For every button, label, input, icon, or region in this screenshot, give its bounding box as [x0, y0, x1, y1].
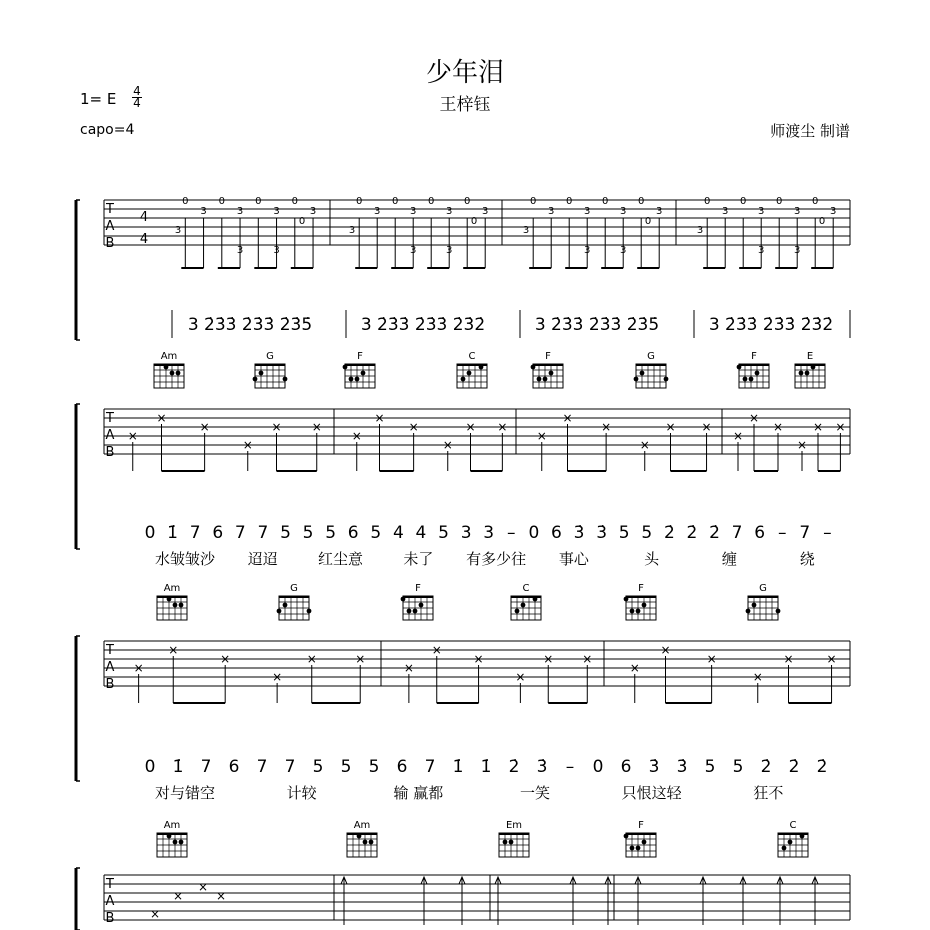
jianpu-note: 6 — [396, 757, 408, 777]
chord-name: F — [545, 351, 551, 362]
chord-finger-dot — [407, 609, 412, 614]
tab-mute-mark: × — [665, 420, 676, 434]
tab-mute-mark: × — [660, 643, 671, 657]
chord-finger-dot — [164, 365, 169, 370]
chord-name: C — [522, 583, 530, 594]
lyric-text: 只恨这轻 — [621, 784, 682, 802]
jianpu-note: 4 — [392, 523, 404, 543]
tab-fret-number: 3 — [758, 245, 765, 256]
tab-mute-mark: × — [783, 652, 794, 666]
chord-finger-dot — [746, 609, 751, 614]
jianpu-note: 4 — [415, 523, 427, 543]
chord-finger-dot — [755, 371, 760, 376]
lyric-text: 缠 — [721, 550, 737, 568]
time-signature-top: 4 — [133, 84, 141, 98]
tab-mute-mark: × — [306, 652, 317, 666]
tab-fret-number: 3 — [273, 245, 280, 256]
tab-fret-number: 3 — [548, 206, 555, 217]
jianpu-note: 2̇ — [788, 757, 800, 777]
tab-mute-mark: × — [706, 652, 717, 666]
chord-finger-dot — [811, 365, 816, 370]
tab-fret-number: 3 — [446, 206, 453, 217]
chord-finger-dot — [800, 834, 805, 839]
chord-finger-dot — [349, 377, 354, 382]
chord-finger-dot — [343, 365, 348, 370]
chord-finger-dot — [640, 371, 645, 376]
jianpu-note: 7 — [256, 757, 268, 777]
tab-mute-mark: × — [168, 643, 179, 657]
jianpu-note: 3 — [483, 523, 495, 543]
tab-mute-mark: × — [408, 420, 419, 434]
chord-finger-dot — [361, 371, 366, 376]
tab-mute-mark: × — [220, 652, 231, 666]
tab-fret-number: 3 — [174, 225, 182, 236]
chord-finger-dot — [799, 371, 804, 376]
chord-name: F — [638, 583, 644, 594]
tab-mute-mark: × — [403, 661, 414, 675]
tab-fret-number: 3 — [446, 245, 453, 256]
tab-mute-mark: × — [629, 661, 640, 675]
jianpu-note: 1̇ — [167, 523, 178, 543]
tab-mute-mark: × — [127, 429, 138, 443]
tab-mute-mark: × — [465, 420, 476, 434]
jianpu-note: 7 — [200, 757, 212, 777]
chord-finger-dot — [543, 377, 548, 382]
tab-fret-number: 3 — [273, 206, 280, 217]
tab-fret-number: 0 — [740, 196, 747, 207]
jianpu-note: 3̇ — [596, 523, 608, 543]
jianpu-note: 3̇ — [648, 757, 660, 777]
jianpu-note: – — [778, 523, 787, 543]
jianpu-note: – — [565, 757, 575, 777]
jianpu-note: 5 — [312, 757, 324, 777]
arranger-label: 师渡尘 制谱 — [770, 122, 850, 140]
chord-finger-dot — [630, 846, 635, 851]
chord-finger-dot — [521, 603, 526, 608]
jianpu-note: 5 — [368, 757, 380, 777]
chord-finger-dot — [737, 365, 742, 370]
chord-name: G — [290, 583, 298, 594]
chord-finger-dot — [283, 603, 288, 608]
tab-mute-mark: × — [639, 438, 650, 452]
chord-finger-dot — [634, 377, 639, 382]
jianpu-measure: 3 2̇3̇3̇ 2̇3̇3̇ 2̇3̇2̇ — [708, 315, 834, 335]
jianpu-note: 5 — [302, 523, 314, 543]
tab-mute-mark: × — [431, 643, 442, 657]
jianpu-note: 2̇ — [686, 523, 698, 543]
tab-mute-mark: × — [473, 652, 484, 666]
tab-letter-a: A — [105, 219, 115, 234]
jianpu-note: 2̇ — [760, 757, 772, 777]
chord-finger-dot — [355, 377, 360, 382]
tab-letter-a: A — [105, 894, 115, 909]
chord-finger-dot — [167, 597, 172, 602]
tab-fret-number: 3 — [309, 206, 317, 217]
chord-name: C — [468, 351, 476, 362]
jianpu-note: 7 — [424, 757, 436, 777]
tab-mute-mark: × — [355, 652, 366, 666]
tab-letter-b: B — [105, 445, 115, 460]
jianpu-note: 6 — [212, 523, 224, 543]
chord-finger-dot — [173, 840, 178, 845]
chord-name: F — [357, 351, 363, 362]
chord-finger-dot — [173, 603, 178, 608]
tab-fret-number: 3 — [200, 206, 207, 217]
chord-finger-dot — [401, 597, 406, 602]
tab-mute-mark: × — [442, 438, 453, 452]
tab-fret-number: 3 — [656, 206, 663, 217]
lyric-text: 对与错空 — [154, 784, 216, 802]
jianpu-note: 7 — [189, 523, 201, 543]
lyric-text: 输 赢都 — [393, 784, 444, 802]
tab-fret-number: 0 — [812, 196, 819, 207]
lyric-text: 一笑 — [519, 784, 551, 802]
tab-time-top: 4 — [139, 210, 149, 225]
tab-fret-number: 3 — [236, 245, 244, 256]
tab-fret-number: 0 — [392, 196, 399, 207]
jianpu-note: 6 — [347, 523, 359, 543]
song-title: 少年泪 — [425, 58, 504, 88]
tab-mute-mark: × — [242, 438, 253, 452]
tab-mute-mark: × — [351, 429, 362, 443]
chord-finger-dot — [307, 609, 312, 614]
jianpu-note: – — [823, 523, 832, 543]
tab-fret-number: 3 — [584, 245, 591, 256]
chord-finger-dot — [176, 371, 181, 376]
jianpu-measure: 3 2̇3̇3̇ 2̇3̇3̇ 2̇3̇2̇ — [360, 315, 486, 335]
jianpu-note: 5 — [641, 523, 653, 543]
lyric-text: 绕 — [799, 550, 815, 568]
tab-mute-mark: × — [156, 411, 167, 425]
chord-name: Am — [163, 820, 181, 831]
tab-letter-t: T — [106, 877, 114, 892]
chord-finger-dot — [503, 840, 508, 845]
tab-mute-mark: × — [562, 411, 573, 425]
chord-finger-dot — [369, 840, 374, 845]
tab-letter-b: B — [105, 677, 115, 692]
jianpu-note: 2̇ — [816, 757, 828, 777]
jianpu-note: 5 — [618, 523, 630, 543]
jianpu-note: 5 — [370, 523, 382, 543]
tab-fret-number: 0 — [776, 196, 783, 207]
jianpu-note: – — [507, 523, 516, 543]
tab-mute-mark: × — [835, 420, 846, 434]
chord-finger-dot — [636, 846, 641, 851]
lyric-text: 头 — [644, 550, 660, 568]
tab-letter-b: B — [105, 911, 115, 926]
jianpu-note: 0 — [528, 523, 540, 543]
tab-fret-number: 3 — [522, 225, 530, 236]
chord-name: Am — [163, 583, 181, 594]
tab-fret-number: 0 — [428, 196, 435, 207]
lyric-text: 红尘意 — [318, 550, 364, 568]
chord-name: F — [638, 820, 644, 831]
tab-mute-mark: × — [215, 889, 227, 903]
tab-letter-b: B — [105, 236, 115, 251]
jianpu-note: 7 — [284, 757, 296, 777]
chord-finger-dot — [749, 377, 754, 382]
chord-finger-dot — [509, 840, 514, 845]
tab-mute-mark: × — [796, 438, 808, 452]
chord-finger-dot — [253, 377, 258, 382]
tab-fret-number: 0 — [602, 196, 609, 207]
tab-fret-number: 0 — [291, 196, 298, 207]
chord-name: G — [266, 351, 274, 362]
tab-mute-mark: × — [199, 420, 210, 434]
tab-fret-number: 0 — [470, 216, 478, 227]
jianpu-note: 0 — [144, 523, 156, 543]
tab-mute-mark: × — [536, 429, 547, 443]
jianpu-note: 3̇ — [573, 523, 585, 543]
tab-mute-mark: × — [701, 420, 712, 434]
chord-finger-dot — [283, 377, 288, 382]
chord-name: G — [759, 583, 767, 594]
tab-fret-number: 0 — [530, 196, 537, 207]
tab-mute-mark: × — [497, 420, 508, 434]
tab-mute-mark: × — [752, 670, 763, 684]
chord-finger-dot — [549, 371, 554, 376]
lyric-text: 狂不 — [753, 784, 784, 802]
chord-finger-dot — [277, 609, 282, 614]
tab-letter-t: T — [106, 411, 114, 426]
tab-mute-mark: × — [133, 661, 144, 675]
chord-finger-dot — [630, 609, 635, 614]
chord-finger-dot — [413, 609, 418, 614]
jianpu-measure: 3 2̇3̇3̇ 2̇3̇3̇ 2̇3̇5̇ — [187, 315, 313, 335]
jianpu-measure: 3 2̇3̇3̇ 2̇3̇3̇ 2̇3̇5̇ — [534, 315, 660, 335]
chord-finger-dot — [664, 377, 669, 382]
tab-fret-number: 3 — [348, 225, 356, 236]
chord-name: Em — [505, 820, 523, 831]
tab-fret-number: 0 — [644, 216, 652, 227]
jianpu-note: 6 — [551, 523, 562, 543]
tab-mute-mark: × — [812, 420, 824, 434]
jianpu-note: 7 — [799, 523, 811, 543]
tab-fret-number: 0 — [464, 196, 471, 207]
chord-finger-dot — [624, 597, 629, 602]
chord-finger-dot — [776, 609, 781, 614]
tab-mute-mark: × — [772, 420, 784, 434]
chord-finger-dot — [515, 609, 520, 614]
jianpu-note: 2̇ — [709, 523, 720, 543]
chord-name: E — [806, 351, 814, 362]
chord-finger-dot — [788, 840, 793, 845]
tab-fret-number: 0 — [182, 196, 189, 207]
tab-mute-mark: × — [582, 652, 593, 666]
chord-finger-dot — [179, 840, 184, 845]
jianpu-note: 5 — [325, 523, 337, 543]
tab-mute-mark: × — [543, 652, 554, 666]
chord-finger-dot — [179, 603, 184, 608]
chord-finger-dot — [782, 846, 787, 851]
jianpu-note: 0 — [592, 757, 604, 777]
tab-time-bottom: 4 — [139, 232, 149, 247]
chord-name: Am — [353, 820, 371, 831]
tab-fret-number: 3 — [482, 206, 489, 217]
tab-fret-number: 0 — [818, 216, 826, 227]
lyric-text: 事心 — [558, 550, 589, 568]
chord-name: F — [751, 351, 757, 362]
jianpu-note: 1̇ — [172, 757, 184, 777]
tab-fret-number: 3 — [722, 206, 729, 217]
chord-finger-dot — [531, 365, 536, 370]
time-signature-bottom: 4 — [133, 96, 141, 110]
tab-mute-mark: × — [374, 411, 385, 425]
tab-mute-mark: × — [748, 411, 760, 425]
capo-label: capo=4 — [80, 122, 135, 138]
jianpu-note: 5 — [704, 757, 716, 777]
tab-mute-mark: × — [515, 670, 526, 684]
tab-fret-number: 3 — [758, 206, 765, 217]
tab-fret-number: 3 — [794, 206, 801, 217]
chord-finger-dot — [461, 377, 466, 382]
song-artist: 王梓钰 — [439, 95, 491, 115]
tab-mute-mark: × — [172, 889, 184, 903]
tab-mute-mark: × — [272, 670, 283, 684]
jianpu-note: 5 — [280, 523, 291, 543]
jianpu-note: 6 — [228, 757, 240, 777]
jianpu-note: 2̇ — [508, 757, 520, 777]
chord-finger-dot — [642, 840, 647, 845]
lyric-text: 水皱皱沙 — [154, 550, 216, 568]
jianpu-note: 6 — [754, 523, 766, 543]
tab-letter-t: T — [106, 202, 114, 217]
chord-finger-dot — [752, 603, 757, 608]
jianpu-note: 7 — [731, 523, 743, 543]
tab-mute-mark: × — [149, 907, 161, 921]
tab-fret-number: 3 — [374, 206, 381, 217]
tab-fret-number: 3 — [696, 225, 704, 236]
jianpu-note: 3̇ — [536, 757, 548, 777]
tab-letter-a: A — [105, 428, 115, 443]
chord-finger-dot — [624, 834, 629, 839]
tab-mute-mark: × — [601, 420, 612, 434]
tab-fret-number: 3 — [620, 206, 627, 217]
tab-fret-number: 3 — [584, 206, 591, 217]
chord-finger-dot — [467, 371, 472, 376]
chord-finger-dot — [170, 371, 175, 376]
tab-mute-mark: × — [311, 420, 322, 434]
lyric-text: 计较 — [286, 784, 317, 802]
tab-fret-number: 3 — [236, 206, 244, 217]
jianpu-note: 2̇ — [663, 523, 675, 543]
jianpu-note: 0 — [144, 757, 156, 777]
chord-finger-dot — [363, 840, 368, 845]
tab-fret-number: 0 — [704, 196, 711, 207]
tab-mute-mark: × — [732, 429, 744, 443]
lyric-text: 未了 — [403, 550, 434, 568]
chord-finger-dot — [642, 603, 647, 608]
jianpu-note: 3̇ — [676, 757, 688, 777]
chord-finger-dot — [167, 834, 172, 839]
lyric-text: 有多少往 — [466, 550, 527, 568]
jianpu-note: 1̇ — [480, 757, 492, 777]
tab-fret-number: 0 — [298, 216, 306, 227]
jianpu-note: 1̇ — [452, 757, 464, 777]
lyric-text: 迢迢 — [247, 550, 278, 568]
chord-finger-dot — [357, 834, 362, 839]
jianpu-note: 7 — [257, 523, 269, 543]
jianpu-note: 6 — [620, 757, 632, 777]
jianpu-note: 7 — [234, 523, 246, 543]
chord-finger-dot — [533, 597, 538, 602]
tab-fret-number: 0 — [356, 196, 363, 207]
chord-name: Am — [160, 351, 178, 362]
tab-fret-number: 3 — [410, 245, 417, 256]
chord-finger-dot — [636, 609, 641, 614]
chord-finger-dot — [805, 371, 810, 376]
tab-fret-number: 3 — [410, 206, 417, 217]
jianpu-note: 5 — [732, 757, 744, 777]
tab-fret-number: 0 — [255, 196, 262, 207]
chord-finger-dot — [479, 365, 484, 370]
tab-fret-number: 3 — [620, 245, 627, 256]
jianpu-note: 5 — [438, 523, 449, 543]
tab-mute-mark: × — [826, 652, 837, 666]
tab-mute-mark: × — [197, 880, 209, 894]
chord-finger-dot — [743, 377, 748, 382]
chord-finger-dot — [259, 371, 264, 376]
tab-letter-t: T — [106, 643, 114, 658]
chord-finger-dot — [419, 603, 424, 608]
tab-fret-number: 3 — [794, 245, 801, 256]
tab-letter-a: A — [105, 660, 115, 675]
chord-name: G — [647, 351, 655, 362]
tab-fret-number: 0 — [566, 196, 573, 207]
jianpu-note: 5 — [340, 757, 352, 777]
tab-fret-number: 3 — [830, 206, 837, 217]
tab-mute-mark: × — [271, 420, 282, 434]
chord-name: C — [789, 820, 797, 831]
key-signature: 1= E — [80, 90, 117, 108]
tab-fret-number: 0 — [218, 196, 225, 207]
chord-finger-dot — [537, 377, 542, 382]
jianpu-note: 3 — [460, 523, 472, 543]
tab-fret-number: 0 — [638, 196, 645, 207]
chord-name: F — [415, 583, 421, 594]
